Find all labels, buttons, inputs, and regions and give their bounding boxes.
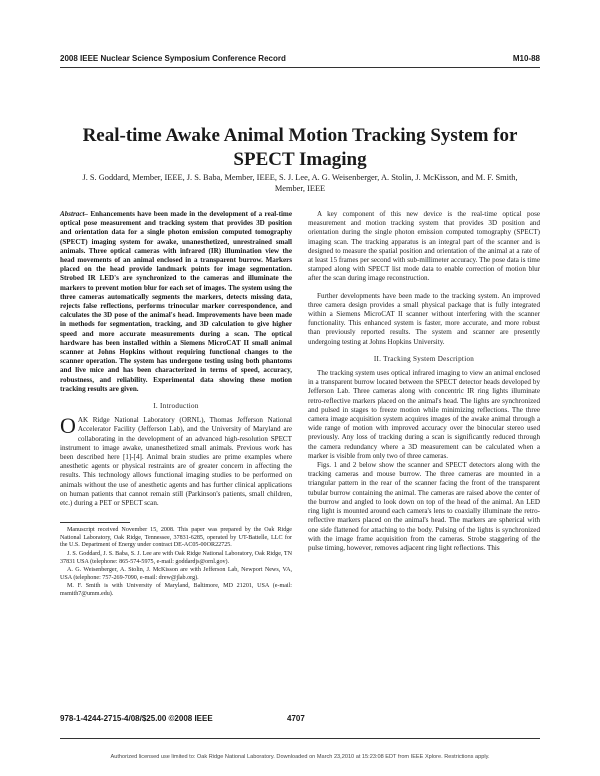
footnote-manuscript: Manuscript received November 15, 2008. This paper was prepared by the Oak Ridge National Laboratory, Oak Ridge, Tennessee, 37831-6285, operated by UT-Battelle, LLC for the U.S. Department of Energy under contract DE-AC05-00OR22725. [60, 527, 292, 549]
footer-isbn: 978-1-4244-2715-4/08/$25.00 ©2008 IEEE [60, 714, 213, 723]
running-header-conference: 2008 IEEE Nuclear Science Symposium Conference Record [60, 54, 286, 63]
abstract-text: Enhancements have been made in the development of a real-time optical pose measurement and tracking system that provides 3D position and orientation data for a single photon emission computed tomography (SPECT) imaging system for awake, unanesthetized, unrestrained small animals. Three optical cameras with infrared (IR) illumination view the head movements of an animal enclosed in a transparent burrow. Markers placed on the head provide landmark points for image segmentation. Strobed IR LED's are synchronized to the cameras and illuminate the markers to prevent motion blur for each set of images. The system using the three cameras automatically segments the markers, detects missing data, rejects false reflections, performs trinocular marker correspondence, and calculates the 3D pose of the animal's head. Improvements have been made in methods for segmentation, tracking, and 3D calculation to give higher speed and more accurate measurements during a scan. The optical hardware has been installed within a Siemens MicroCAT II small animal scanner at Johns Hopkins without requiring functional changes to the scanner operation. The system has undergone testing using both phantoms and live mice and has been characterized in terms of speed, accuracy, robustness, and reliability. Experimental data showing these motion tracking results are given. [60, 210, 292, 393]
section-heading-introduction: I. Introduction [153, 402, 199, 411]
header-divider [60, 67, 540, 68]
intro-paragraph [60, 413, 292, 508]
page-number: 4707 [287, 714, 305, 723]
right-column [308, 210, 540, 553]
left-column [60, 210, 292, 600]
section-heading-tracking-system: II. Tracking System Description [373, 354, 475, 363]
footnote-jlab: A. G. Weisenberger, A. Stolin, J. McKisson are with Jefferson Lab, Newport News, VA, USA (telephone: 757-269-7090, e-mail: drew@jlab.org). [60, 567, 292, 581]
paper-title: Real-time Awake Animal Motion Tracking System for SPECT Imaging [82, 125, 518, 170]
author-list: J. S. Goddard, Member, IEEE, J. S. Baba, Member, IEEE, S. J. Lee, A. G. Weisenberger, A. Stolin, J. McKisson, and M. F. Smith, Member, IEEE [82, 173, 518, 193]
abstract-lead: Abstract– [60, 210, 88, 218]
body-paragraph-1: A key component of this new device is the real-time optical pose measurement and motion tracking system that provides 3D position and orientation during the single photon emission computed tomography (SPECT) imaging scan. The tracking apparatus is an integral part of the scanner and is designed to measure the spatial position and orientation of the animal at a rate of at least 15 frames per second with sub-millimeter accuracy. The pose data is time stamped along with SPECT list mode data to enable correction of motion blur after the scan during image reconstruction. [308, 210, 540, 283]
footnote-divider [60, 522, 130, 523]
abstract [60, 210, 292, 394]
footer-divider [60, 738, 540, 739]
body-paragraph-4: Figs. 1 and 2 below show the scanner and SPECT detectors along with the tracking cameras and mouse burrow. The three cameras are mounted in a triangular pattern in the rear of the scanner facing the front of the transparent tubular burrow containing the animal. The cameras are raised above the center of the burrow and angled to look down on top of the head of the animal. An LED ring light is mounted around each camera's lens to coaxially illuminate the retro-reflective markers placed on the animal's head. The markers are spherical with one side flattened for attaching to the body. Pulsing of the lights is synchronized with the image frame acquisition from the cameras. Strobe staggering of the pulse timing, however, removes adjacent ring light reflections. This [308, 461, 540, 552]
footnote-ornl: J. S. Goddard, J. S. Baba, S. J. Lee are with Oak Ridge National Laboratory, Oak Ridge, TN 37831 USA (telephone: 865-574-5975, e-mail: goddardjs@ornl.gov). [60, 551, 292, 565]
running-header-session: M10-88 [512, 54, 540, 63]
license-notice: Authorized licensed use limited to: Oak Ridge National Laboratory. Downloaded on March 23,2010 at 15:23:08 EDT from IEEE Xplore. Restrictions apply. [110, 754, 490, 760]
intro-text: AK Ridge National Laboratory (ORNL), Thomas Jefferson National Accelerator Facility (Jefferson Lab), and the University of Maryland are collaborating in the development of an advanced high-resolution SPECT instrument to image awake, unanesthetized small animals. Previous work has been described here [1]-[4]. Animal brain studies are prime examples where anesthetic agents or physical restraints are of greater concern in affecting the results. This technology allows functional imaging studies to be performed on animals without the use of anesthetic agents and has further clinical applications on human patients that cannot remain still (Parkinson's patients, small children, etc.) during a PET or SPECT scan. [60, 416, 292, 508]
body-paragraph-3: The tracking system uses optical infrared imaging to view an animal enclosed in a transparent burrow located between the SPECT detector heads developed by Jefferson Lab. Three cameras along with concentric IR ring lights illuminate retro-reflective markers placed on the animal's head. The lights are synchronized and pulsed in stages to freeze motion while minimizing reflections. The three camera image acquisition system acquires images of the awake animal through a wide range of motion with improved accuracy over the binocular stereo used previously. Any loss of tracking during a scan is significantly reduced through the camera redundancy where a 3D measurement can be calculated when a marker is visible from only two of three cameras. [308, 369, 540, 460]
body-paragraph-2: Further developments have been made to the tracking system. An improved three camera design provides a small physical package that is fully integrated within a Siemens MicroCAT II scanner without interfering with the scanner functionality. This enhanced system is faster, more accurate, and more robust than previously reported results. The system and scanner are presently undergoing testing at Johns Hopkins University. [308, 291, 540, 346]
drop-cap: O [60, 413, 76, 439]
footnote-umd: M. F. Smith is with University of Maryland, Baltimore, MD 21201, USA (e-mail: msmith7@umm.edu). [60, 583, 292, 598]
